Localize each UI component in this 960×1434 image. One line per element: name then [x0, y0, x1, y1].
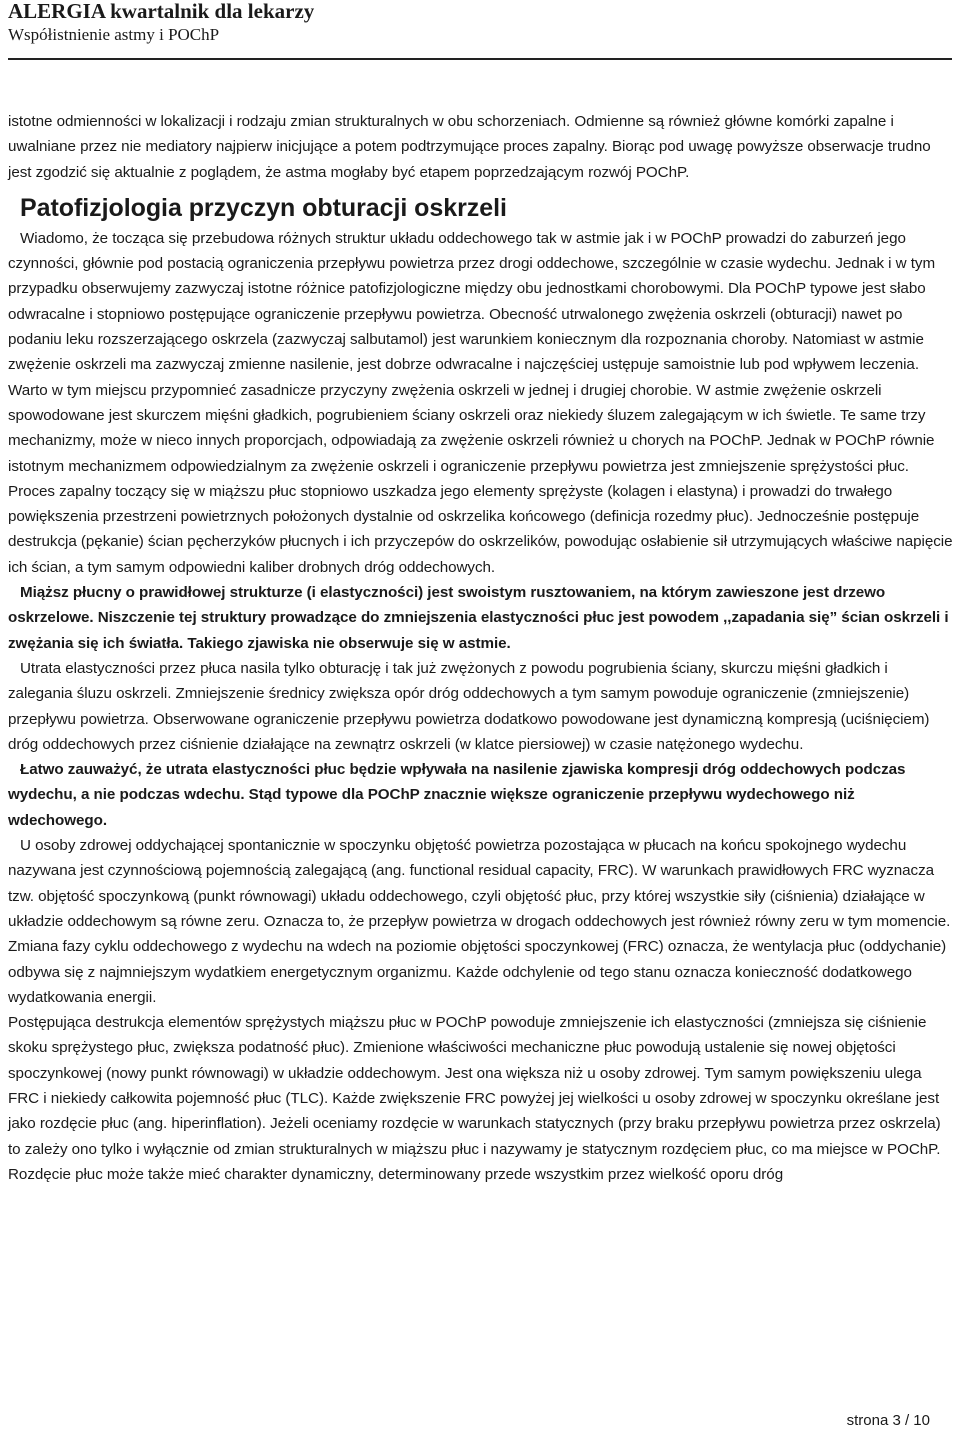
body-paragraph: Postępująca destrukcja elementów sprężystych miąższu płuc w POChP powoduje zmniejszenie ich elastyczności (zmniejsza się ciśnienie skoku sprężystego płuc, zwiększa podatność płuc). Zmienione właściwości mechaniczne płuc powodują ustalenie się nowej objętości spoczynkowej (nowy punkt równowagi) w układzie oddechowym. Jest ona większa niż u osoby zdrowej. Tym samym powiększeniu ulega FRC i niekiedy całkowita pojemność płuc (TLC). Każde zwiększenie FRC powyżej jej wielkości u osoby zdrowej w spoczynku określane jest jako rozdęcie płuc (ang. hiperinflation). Jeżeli oceniamy rozdęcie w warunkach statycznych (przy braku przepływu powietrza przez oskrzela) to zależy ono tylko i wyłącznie od zmian strukturalnych w miąższu płuc i nazywamy je statycznym rozdęciem płuc, co ma miejsce w POChP.: [8, 1014, 941, 1158]
page-number: strona 3 / 10: [846, 1412, 930, 1429]
article-title: Współistnienie astmy i POChP: [8, 25, 220, 44]
page-header: [8, 0, 952, 45]
body-paragraph: Utrata elastyczności przez płuca nasila tylko obturację i tak już zwężonych z powodu pogrubienia ściany, skurczu mięśni gładkich i zalegania śluzu oskrzeli. Zmniejszenie średnicy zwiększa opór dróg oddechowych a tym samym powoduje ograniczenie (zmniejszenie) przepływu powietrza. Obserwowane ograniczenie przepływu powietrza dodatkowo powodowane jest dynamiczną kompresją (uciśnięciem) dróg oddechowych przez ciśnienie działające na zewnątrz oskrzeli (w klatce piersiowej) w czasie natężonego wydechu.: [8, 659, 930, 753]
header-divider: [8, 58, 952, 60]
article-body: [8, 109, 954, 1187]
intro-paragraph: istotne odmienności w lokalizacji i rodzaju zmian strukturalnych w obu schorzeniach. Odmienne są również główne komórki zapalne i uwalniane przez nie mediatory najpierw inicjujące a potem podtrzymujące proces zapalny. Biorąc pod uwagę powyższe obserwacje trudno jest zgodzić się aktualnie z poglądem, że astma mogłaby być etapem poprzedzającym rozwój POChP.: [8, 113, 931, 181]
section-heading: Patofizjologia przyczyn obturacji oskrzeli: [20, 193, 507, 222]
bold-paragraph: Łatwo zauważyć, że utrata elastyczności płuc będzie wpływała na nasilenie zjawiska kompresji dróg oddechowych podczas wydechu, a nie podczas wdechu. Stąd typowe dla POChP znacznie większe ograniczenie przepływu wydechowego niż wdechowego.: [8, 761, 906, 829]
bold-paragraph: Miąższ płucny o prawidłowej strukturze (i elastyczności) jest swoistym rusztowaniem, na którym zawieszone jest drzewo oskrzelowe. Niszczenie tej struktury prowadzące do zmniejszenia elastyczności płuc jest powodem ,,zapadania się” ścian oskrzeli i zwężania się ich światła. Takiego zjawiska nie obserwuje się w astmie.: [8, 584, 949, 652]
body-paragraph: Wiadomo, że tocząca się przebudowa różnych struktur układu oddechowego tak w astmie jak i w POChP prowadzi do zaburzeń jego czynności, głównie pod postacią ograniczenia przepływu powietrza przez drogi oddechowe, szczególnie w czasie wydechu. Jednak i w tym przypadku obserwujemy zazwyczaj istotne różnice patofizjologiczne między obu jednostkami chorobowymi. Dla POChP typowe jest słabo odwracalne i stopniowo postępujące ograniczenie przepływu powietrza. Obecność utrwalonego zwężenia oskrzeli (obturacji) nawet po podaniu leku rozszerzającego oskrzela (zazwyczaj salbutamol) jest warunkiem koniecznym dla rozpoznania choroby. Natomiast w astmie zwężenie oskrzeli ma zazwyczaj zmienne nasilenie, jest dobrze odwracalne i najczęściej ustępuje samoistnie lub pod wpływem leczenia. Warto w tym miejscu przypomnieć zasadnicze przyczyny zwężenia oskrzeli w jednej i drugiej chorobie. W astmie zwężenie oskrzeli spowodowane jest skurczem mięśni gładkich, pogrubieniem ściany oskrzeli oraz niekiedy śluzem zalegającym w ich świetle. Te same trzy mechanizmy, może w nieco innych proporcjach, odpowiadają za zwężenie oskrzeli również u chorych na POChP. Jednak w POChP równie istotnym mechanizmem odpowiedzialnym za zwężenie oskrzeli i ograniczenie przepływu powietrza jest zmniejszenie sprężystości płuc. Proces zapalny toczący się w miąższu płuc stopniowo uszkadza jego elementy sprężyste (kolagen i elastyna) i prowadzi do trwałego powiększenia przestrzeni powietrznych położonych dystalnie od oskrzelika końcowego (definicja rozedmy płuc). Jednocześnie postępuje destrukcja (pękanie) ścian pęcherzyków płucnych i ich przyczepów do oskrzelików, powodując osłabienie sił utrzymujących właściwe napięcie ich ścian, a tym samym odpowiedni kaliber drobnych dróg oddechowych.: [8, 229, 953, 576]
body-paragraph: U osoby zdrowej oddychającej spontanicznie w spoczynku objętość powietrza pozostająca w płucach na końcu spokojnego wydechu nazywana jest czynnościową pojemnością zalegającą (ang. functional residual capacity, FRC). W warunkach prawidłowych FRC wyznacza tzw. objętość spoczynkową (punkt równowagi) układu oddechowego, czyli objętość płuc, przy której wszystkie siły (ciśnienia) działające w układzie oddechowym są równe zeru. Oznacza to, że przepływ powietrza w drogach oddechowych jest również równy zeru w tym momencie. Zmiana fazy cyklu oddechowego z wydechu na wdech na poziomie objętości spoczynkowej (FRC) oznacza, że wentylacja płuc (oddychanie) odbywa się z najmniejszym wydatkiem energetycznym organizmu. Każde odchylenie od tego stanu oznacza konieczność dodatkowego wydatkowania energii.: [8, 837, 951, 1006]
journal-title: ALERGIA kwartalnik dla lekarzy: [8, 0, 315, 23]
body-paragraph: Rozdęcie płuc może także mieć charakter dynamiczny, determinowany przede wszystkim przez wielkość oporu dróg: [8, 1165, 784, 1183]
